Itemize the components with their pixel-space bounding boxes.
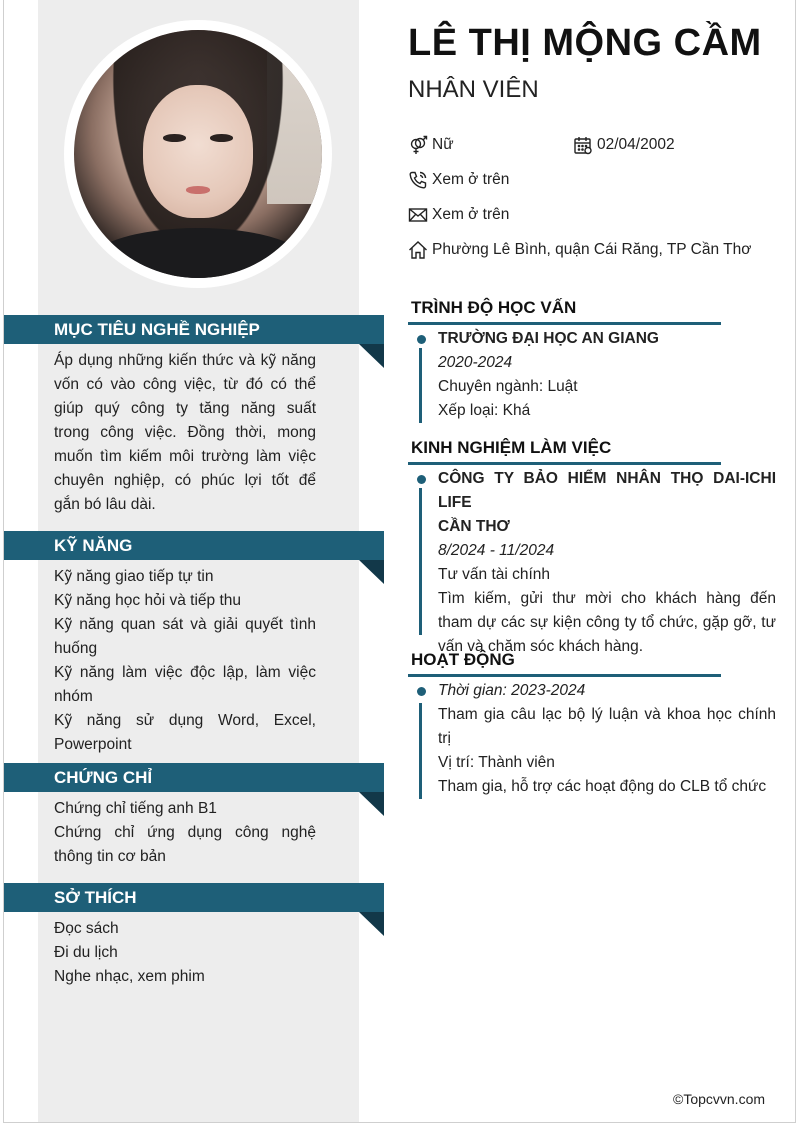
section-rule (408, 462, 721, 465)
company-name-line-1: CÔNG TY BẢO HIỂM NHÂN THỌ DAI-ICHI LIFE (438, 470, 776, 511)
section-fold (359, 560, 384, 584)
full-name: LÊ THỊ MỘNG CẦM (408, 22, 762, 64)
birthdate-value: 02/04/2002 (597, 136, 675, 153)
activities-entry (438, 679, 776, 799)
timeline-dot (417, 475, 426, 484)
activity-period: Thời gian: 2023-2024 (438, 682, 586, 699)
experience-entry (438, 467, 776, 659)
school-name: TRƯỜNG ĐẠI HỌC AN GIANG (438, 330, 659, 347)
experience-desc-line: vấn và chăm sóc khách hàng. (438, 638, 644, 655)
home-icon (408, 240, 428, 260)
section-activities-title: HOẠT ĐỘNG (411, 650, 515, 669)
job-title: NHÂN VIÊN (408, 76, 539, 103)
section-fold (359, 792, 384, 816)
birthdate-info (573, 135, 675, 155)
phone-info (408, 170, 509, 190)
company-name-line-2: CẦN THƠ (438, 518, 510, 535)
timeline-dot (417, 335, 426, 344)
address-info (408, 240, 751, 260)
skills-list: Kỹ năng giao tiếp tự tin Kỹ năng học hỏi và tiếp thu Kỹ năng quan sát và giải quyết tình huống Kỹ năng làm việc độc lập, làm việc nhóm Kỹ năng sử dụng Word, Excel, Powerpoint (54, 568, 316, 753)
section-fold (359, 344, 384, 368)
activity-line: trị (438, 730, 451, 747)
phone-value: Xem ở trên (432, 171, 510, 188)
section-objective-title: MỤC TIÊU NGHỀ NGHIỆP (4, 315, 384, 344)
calendar-icon (573, 135, 593, 155)
email-value: Xem ở trên (432, 206, 510, 223)
phone-icon (408, 170, 428, 190)
experience-desc-line: Tìm kiếm, gửi thư mời cho khách hàng đến (438, 590, 776, 607)
experience-desc-line: tham dự các sự kiện công ty tổ chức, gặp gỡ, tư (438, 614, 776, 631)
copyright-text: ©Topcvvn.com (673, 1091, 766, 1107)
experience-period: 8/2024 - 11/2024 (438, 542, 555, 559)
avatar (64, 20, 332, 288)
section-rule (408, 322, 721, 325)
section-rule (408, 674, 721, 677)
education-major: Chuyên ngành: Luật (438, 378, 578, 395)
objective-text: Áp dụng những kiến thức và kỹ năng vốn có vào công việc, từ đó có thể giúp quý công ty tăng năng suất trong công việc. Đồng thời, mong muốn tìm kiếm môi trường làm việc chuyên nghiệp, có phúc lợi tốt để gắn bó lâu dài. (54, 352, 316, 513)
timeline-bar (419, 703, 422, 799)
education-period: 2020-2024 (438, 354, 513, 371)
experience-position: Tư vấn tài chính (438, 566, 551, 583)
activity-line: Tham gia câu lạc bộ lý luận và khoa học chính (438, 706, 776, 723)
education-grade: Xếp loại: Khá (438, 402, 531, 419)
section-experience-title: KINH NGHIỆM LÀM VIỆC (411, 438, 612, 457)
timeline-dot (417, 687, 426, 696)
education-entry (438, 327, 776, 423)
section-fold (359, 912, 384, 936)
profile-photo (74, 30, 322, 278)
mail-icon (408, 205, 428, 225)
section-certificates-title: CHỨNG CHỈ (4, 763, 384, 792)
section-hobbies-title: SỞ THÍCH (4, 883, 384, 912)
email-info (408, 205, 509, 225)
address-value: Phường Lê Bình, quận Cái Răng, TP Cần Thơ (432, 241, 752, 258)
activity-line: Vị trí: Thành viên (438, 754, 555, 771)
gender-value: Nữ (432, 136, 454, 153)
gender-icon (408, 135, 428, 155)
certificates-list: Chứng chỉ tiếng anh B1 Chứng chỉ ứng dụng công nghệ thông tin cơ bản (54, 800, 316, 865)
timeline-bar (419, 348, 422, 423)
hobbies-list: Đọc sách Đi du lịch Nghe nhạc, xem phim (54, 920, 205, 985)
timeline-bar (419, 488, 422, 635)
section-skills-title: KỸ NĂNG (4, 531, 384, 560)
activity-line: Tham gia, hỗ trợ các hoạt động do CLB tổ chức (438, 778, 767, 795)
gender-info (408, 135, 454, 155)
section-education-title: TRÌNH ĐỘ HỌC VẤN (411, 298, 577, 317)
